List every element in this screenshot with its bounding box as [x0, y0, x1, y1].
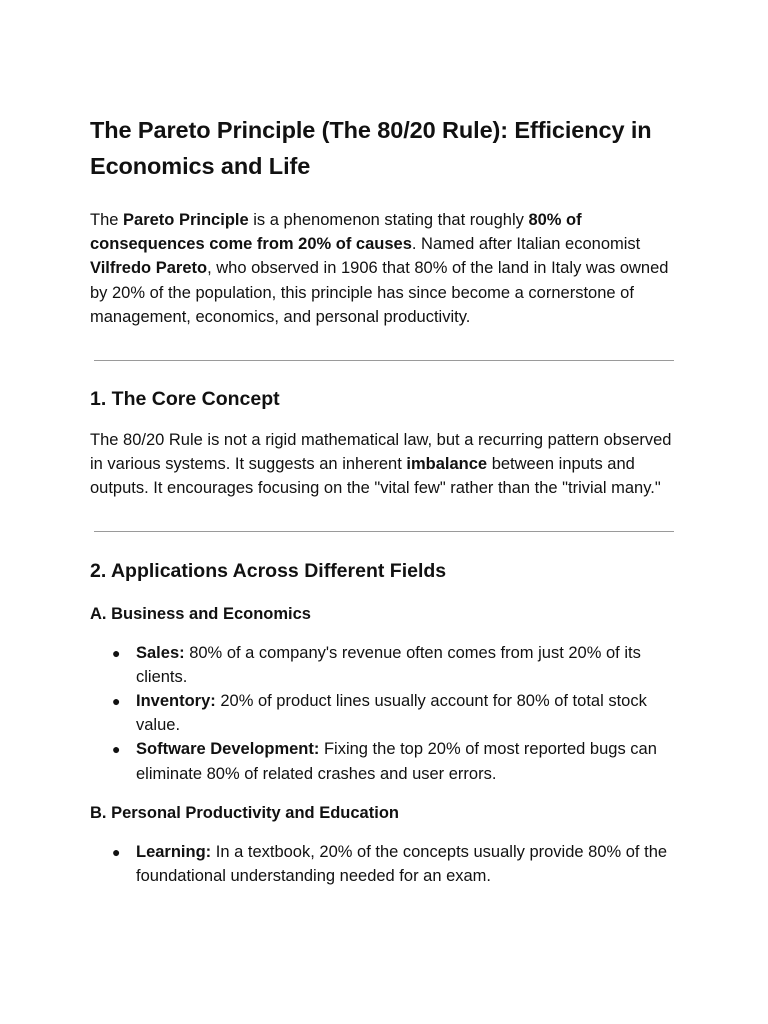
list-item-text: 80% of a company's revenue often comes from just 20% of its clients. — [136, 643, 641, 686]
list-item — [90, 641, 680, 689]
intro-text-4: , who observed in 1906 that 80% of the land in Italy was owned by 20% of the population, this principle has since become a cornerstone of management, economics, and personal productivity. — [90, 259, 669, 326]
section-2-heading: 2. Applications Across Different Fields — [90, 559, 447, 582]
intro-bold-3: Vilfredo Pareto — [90, 259, 208, 278]
list-item — [90, 737, 680, 785]
document-page — [90, 112, 680, 888]
list-item-label: Learning: — [136, 842, 212, 861]
subsection-a-heading: A. Business and Economics — [90, 604, 311, 623]
intro-bold-1: Pareto Principle — [123, 211, 249, 229]
list-item — [90, 840, 680, 888]
intro-text-1: The — [90, 211, 124, 229]
bullet-icon: ● — [112, 741, 121, 758]
section-1-heading: 1. The Core Concept — [90, 388, 280, 411]
list-item-label: Software Development: — [136, 740, 320, 759]
section-1-paragraph — [90, 428, 680, 501]
divider — [94, 360, 674, 361]
intro-paragraph — [90, 208, 680, 329]
list-item-label: Inventory: — [136, 692, 216, 711]
list-item-text: 20% of product lines usually account for 80% of total stock value. — [136, 692, 647, 735]
intro-text-2: is a phenomenon stating that roughly — [248, 211, 529, 229]
section-1-text-2: between inputs and outputs. It encourages focusing on the "vital few" rather than the "trivial many." — [90, 455, 661, 498]
bullet-icon: ● — [112, 644, 121, 661]
intro-text-3: . Named after Italian economist — [411, 235, 641, 254]
list-item-label: Sales: — [136, 643, 185, 662]
bullet-icon: ● — [112, 843, 121, 860]
list-item-text: In a textbook, 20% of the concepts usually provide 80% of the foundational understanding needed for an exam. — [136, 842, 668, 886]
section-1-text-1: The 80/20 Rule is not a rigid mathematical law, but a recurring pattern observed in various systems. It suggests an inherent — [90, 431, 672, 474]
subsection-a-list — [90, 641, 680, 786]
list-item-text: Fixing the top 20% of most reported bugs can eliminate 80% of related crashes and user errors. — [136, 740, 657, 783]
section-1-bold-1: imbalance — [406, 455, 488, 474]
document-title: The Pareto Principle (The 80/20 Rule): Efficiency in Economics and Life — [90, 117, 652, 179]
bullet-icon: ● — [112, 693, 121, 710]
intro-bold-2: 80% of consequences come from 20% of causes — [90, 211, 582, 254]
subsection-b-heading: B. Personal Productivity and Education — [90, 803, 399, 822]
list-item — [90, 689, 680, 737]
subsection-b-list — [90, 840, 680, 888]
divider — [94, 531, 674, 532]
